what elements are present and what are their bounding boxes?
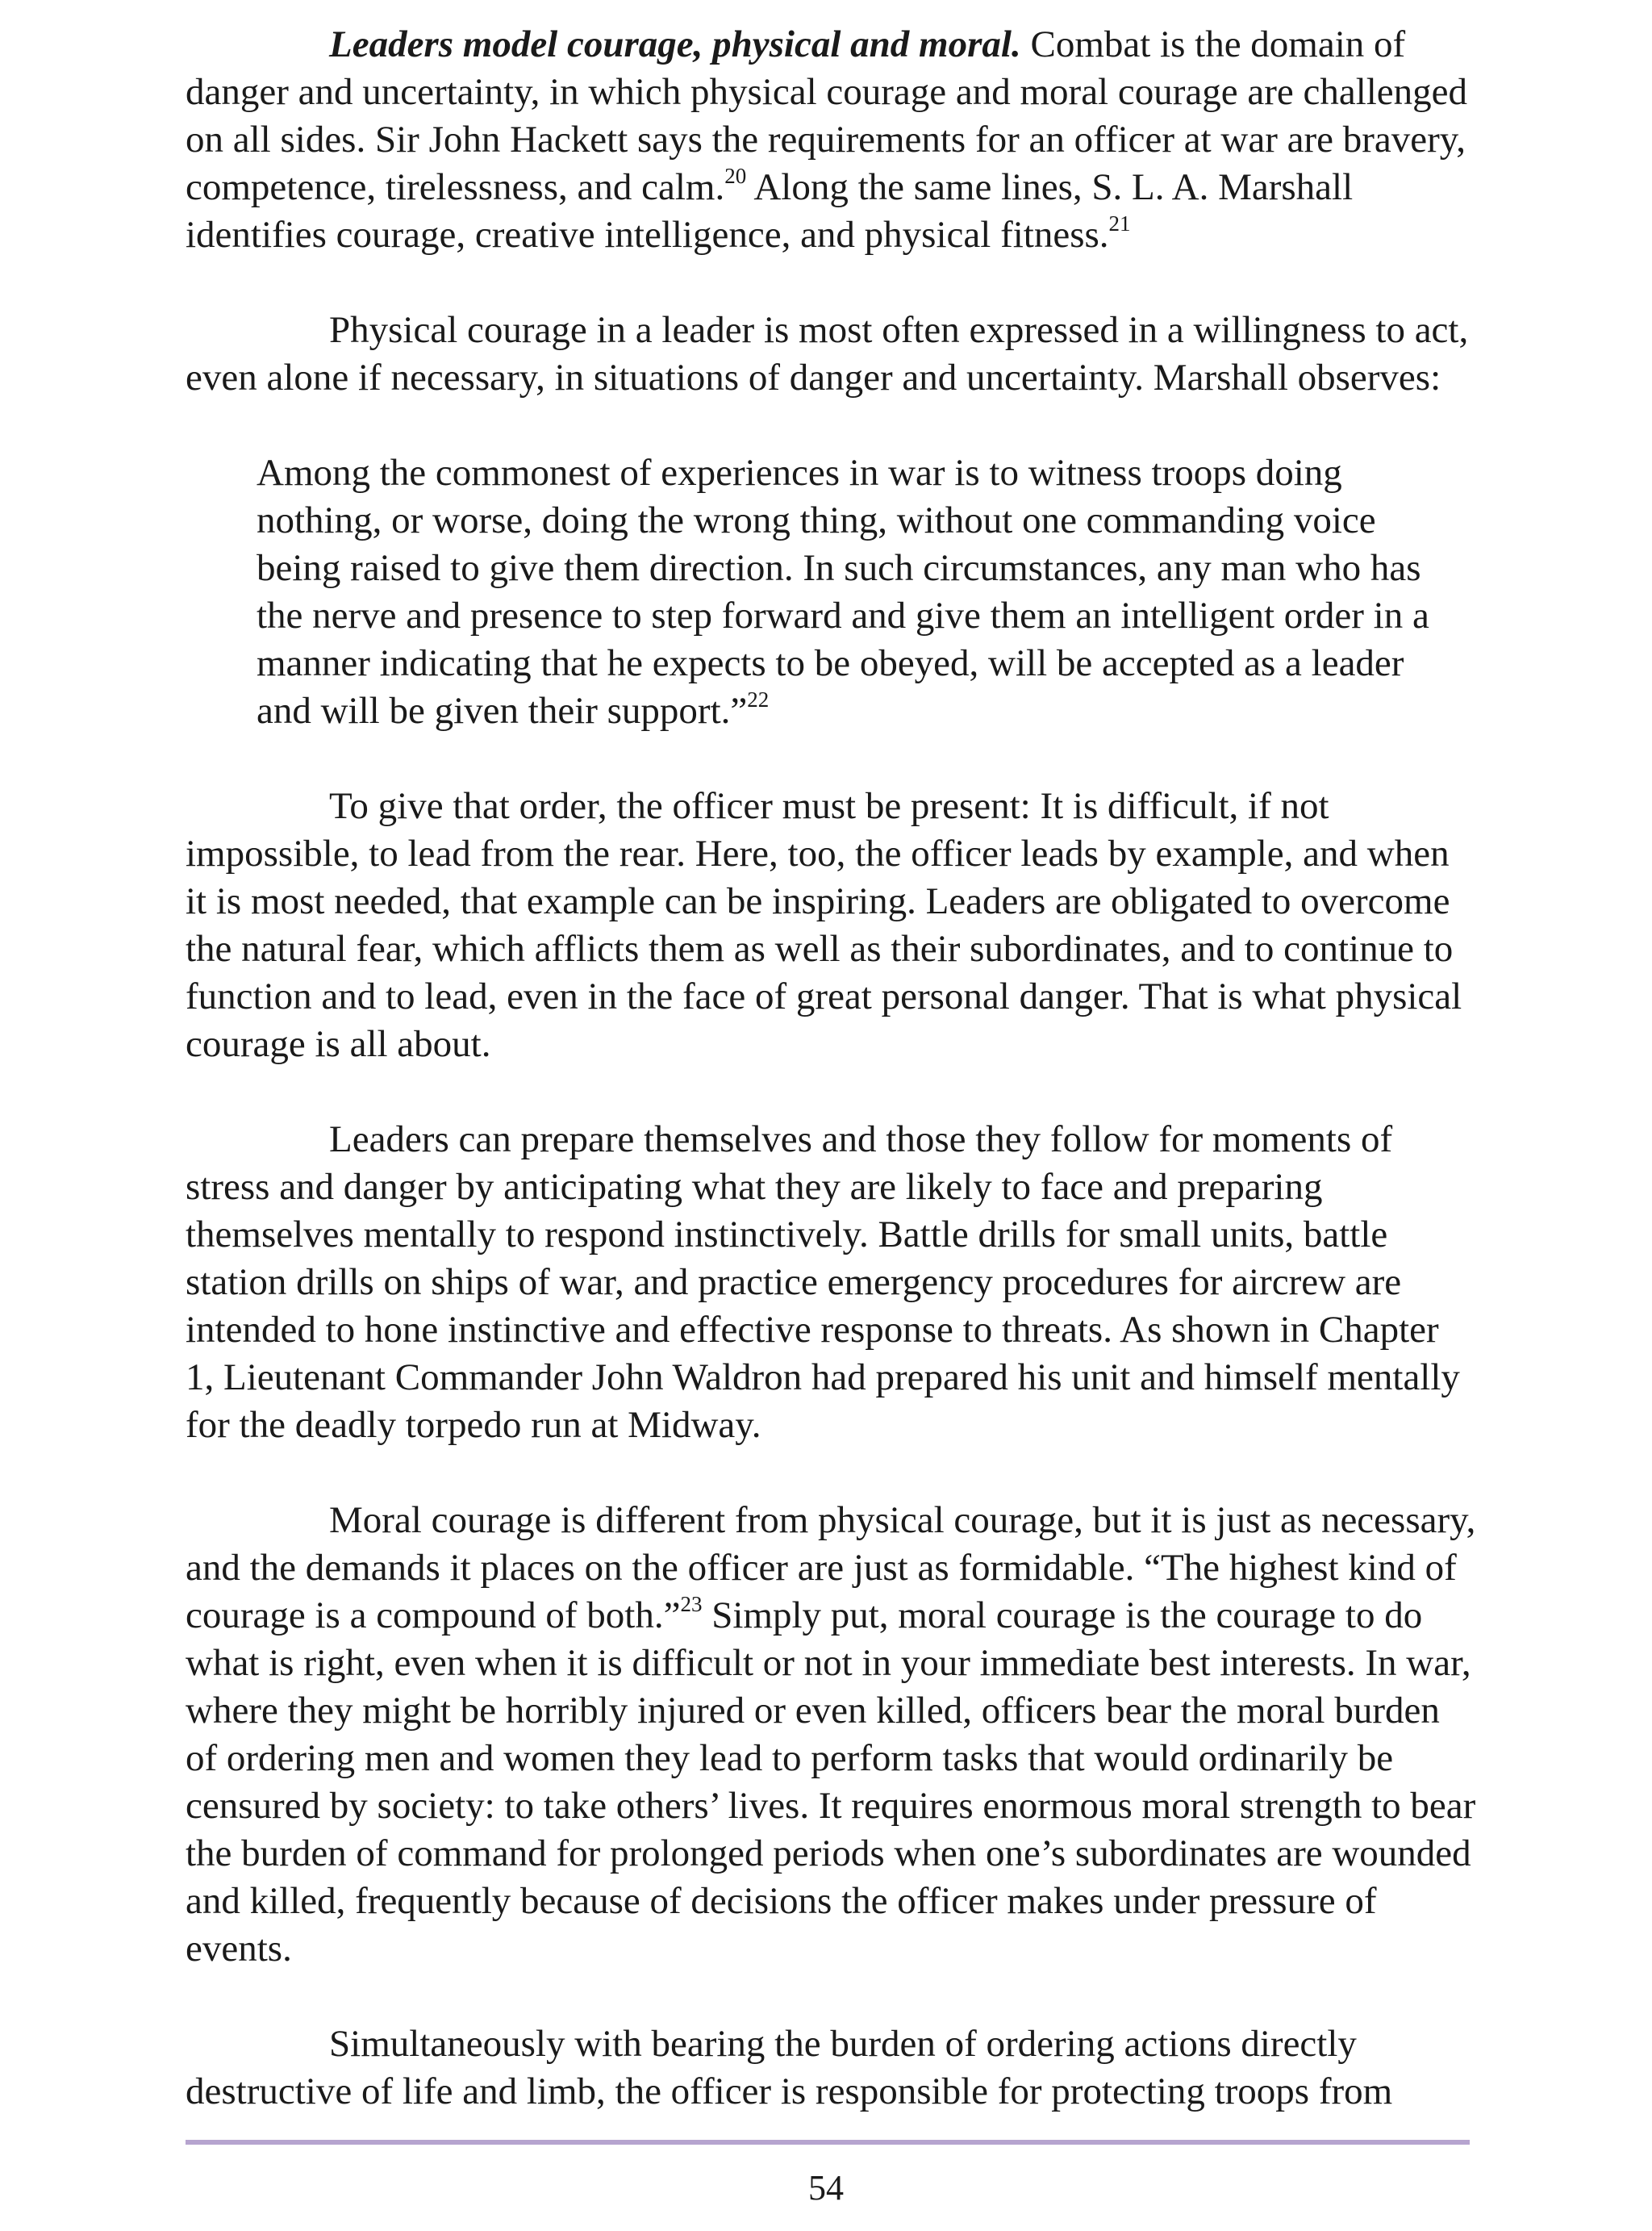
paragraph-text: Leaders can prepare themselves and those they follow for moments of stress and danger by anticipating what they are likely to face and preparing themselves mentally to respond instinctively. Battle drills for small units, battle station drills on ships of war, and practice emergency procedures for aircrew are intended to hone instinctive and effective response to threats. As shown in Chapter 1, Lieutenant Commander John Waldron had prepared his unit and himself mentally for the deadly torpedo run at Midway. — [186, 1118, 1460, 1446]
footnote-ref-20: 20 — [724, 164, 747, 188]
paragraph-text: Moral courage is different from physical courage, but it is just as necessary, and the demands it places on the officer are just as formidable. “The highest kind of courage is a compound of both.” — [186, 1499, 1476, 1636]
paragraph-text: Combat is the domain of danger and uncertainty, in which physical courage and moral courage are challenged on all sides. Sir John Hackett says the requirements for an officer at war are bravery, competence, tirelessness, and calm. — [186, 23, 1468, 208]
paragraph-simultaneously — [186, 2020, 1476, 2116]
paragraph-text: Physical courage in a leader is most often expressed in a willingness to act, even alone if necessary, in situations of danger and uncertainty. Marshall observes: — [186, 309, 1469, 399]
footer-rule — [186, 2140, 1470, 2145]
footnote-ref-22: 22 — [747, 687, 770, 712]
paragraph-lead-in: Leaders model courage, physical and moral. — [329, 23, 1021, 65]
paragraph-courage-intro — [186, 21, 1476, 259]
footnote-ref-23: 23 — [680, 1592, 703, 1616]
paragraph-text: Simultaneously with bearing the burden of ordering actions directly destructive of life and limb, the officer is responsible for protecting troops from — [186, 2023, 1393, 2112]
body-text — [186, 21, 1476, 2116]
paragraph-physical-courage — [186, 307, 1476, 402]
paragraph-text: Along the same lines, S. L. A. Marshall identifies courage, creative intelligence, and physical fitness. — [186, 166, 1354, 256]
paragraph-officer-present — [186, 783, 1476, 1068]
paragraph-text: To give that order, the officer must be present: It is difficult, if not impossible, to lead from the rear. Here, too, the officer leads by example, and when it is most needed, that example can be inspiring. Leaders are obligated to overcome the natural fear, which afflicts them as well as their subordinates, and to continue to function and to lead, even in the face of great personal danger. That is what physical courage is all about. — [186, 785, 1462, 1065]
block-quote-marshall — [257, 449, 1434, 735]
paragraph-text: Simply put, moral courage is the courage to do what is right, even when it is difficult or not in your immediate best interests. In war, where they might be horribly injured or even killed, officers bear the moral burden of ordering men and women they lead to perform tasks that would ordinarily be censured by society: to take others’ lives. It requires enormous moral strength to bear the burden of command for prolonged periods when one’s subordinates are wounded and killed, frequently because of decisions the officer makes under pressure of events. — [186, 1594, 1476, 1970]
footnote-ref-21: 21 — [1108, 211, 1131, 236]
paragraph-moral-courage — [186, 1497, 1476, 1973]
paragraph-prepare-themselves — [186, 1116, 1476, 1449]
page-number: 54 — [808, 2168, 844, 2208]
quote-text: Among the commonest of experiences in war is to witness troops doing nothing, or worse, doing the wrong thing, without one commanding voice being raised to give them direction. In such circumstances, any man who has the nerve and presence to step forward and give them an intelligent order in a manner indicating that he expects to be obeyed, will be accepted as a leader and will be given their support.” — [257, 452, 1429, 732]
